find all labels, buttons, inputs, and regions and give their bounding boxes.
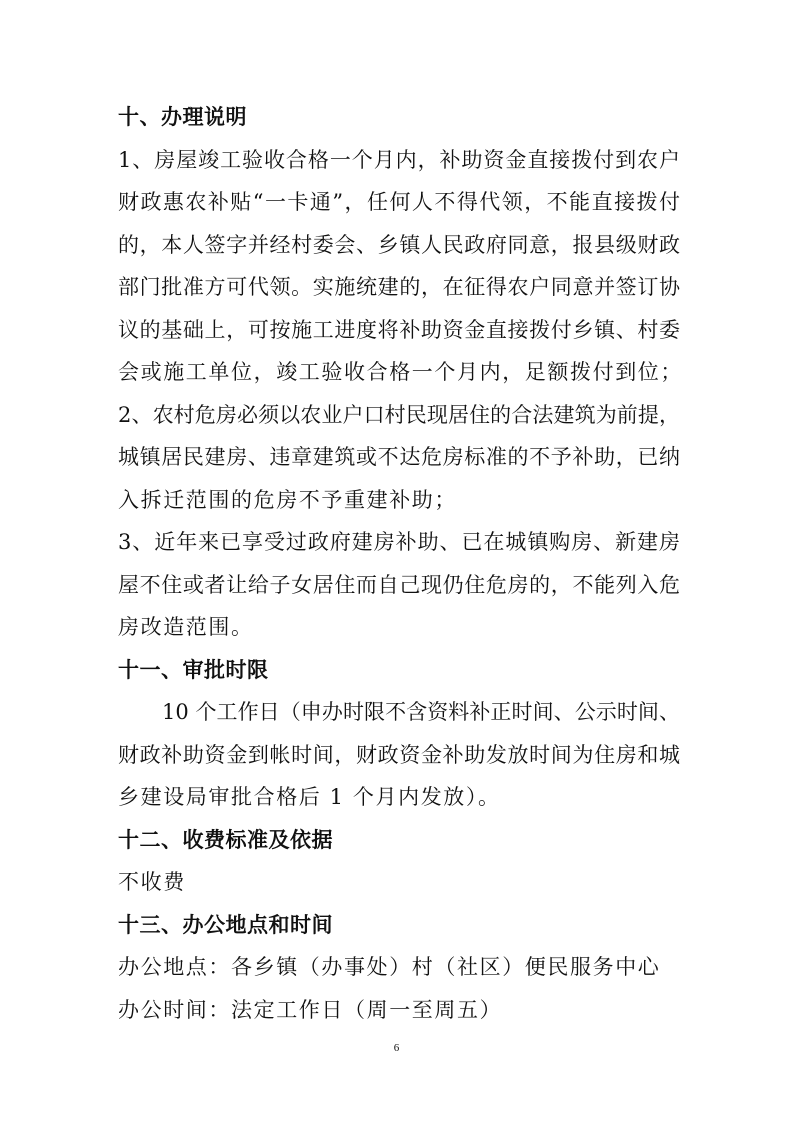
paragraph-line: 屋不住或者让给子女居住而自己现仍住危房的，不能列入危 [118, 572, 680, 597]
paragraph-line: 部门批准方可代领。实施统建的，在征得农户同意并签订协 [118, 275, 680, 299]
section-heading-11: 十一、审批时限 [118, 657, 269, 682]
paragraph-line: 3、近年来已享受过政府建房补助、已在城镇购房、新建房 [118, 530, 680, 554]
section-heading-12: 十二、收费标准及依据 [118, 827, 333, 852]
paragraph-line: 2、农村危房必须以农业户口村民现居住的合法建筑为前提， [118, 402, 680, 427]
paragraph-line: 1、房屋竣工验收合格一个月内，补助资金直接拨付到农户 [118, 147, 680, 172]
paragraph-line: 会或施工单位，竣工验收合格一个月内，足额拨付到位； [118, 360, 683, 384]
paragraph-line: 不收费 [118, 870, 186, 894]
paragraph-line: 议的基础上，可按施工进度将补助资金直接拨付乡镇、村委 [118, 317, 680, 342]
section-heading-10: 十、办理说明 [118, 105, 247, 129]
paragraph-line: 入拆迁范围的危房不予重建补助； [118, 487, 457, 512]
paragraph-line: 财政补助资金到帐时间，财政资金补助发放时间为住房和城 [118, 742, 680, 767]
office-hours: 办公时间：法定工作日（周一至周五） [118, 997, 503, 1022]
paragraph-line: 房改造范围。 [118, 615, 254, 639]
paragraph-line: 的，本人签字并经村委会、乡镇人民政府同意，报县级财政 [118, 232, 680, 257]
paragraph-line: 10 个工作日（申办时限不含资料补正时间、公示时间、 [162, 700, 680, 724]
section-heading-13: 十三、办公地点和时间 [118, 912, 333, 937]
page-number: 6 [393, 1042, 400, 1054]
paragraph-line: 城镇居民建房、违章建筑或不达危房标准的不予补助，已纳 [118, 445, 680, 469]
paragraph-line: 财政惠农补贴“一卡通”，任何人不得代领，不能直接拨付 [118, 190, 680, 214]
paragraph-line: 乡建设局审批合格后 1 个月内发放）。 [118, 785, 501, 809]
office-location: 办公地点：各乡镇（办事处）村（社区）便民服务中心 [118, 955, 661, 979]
